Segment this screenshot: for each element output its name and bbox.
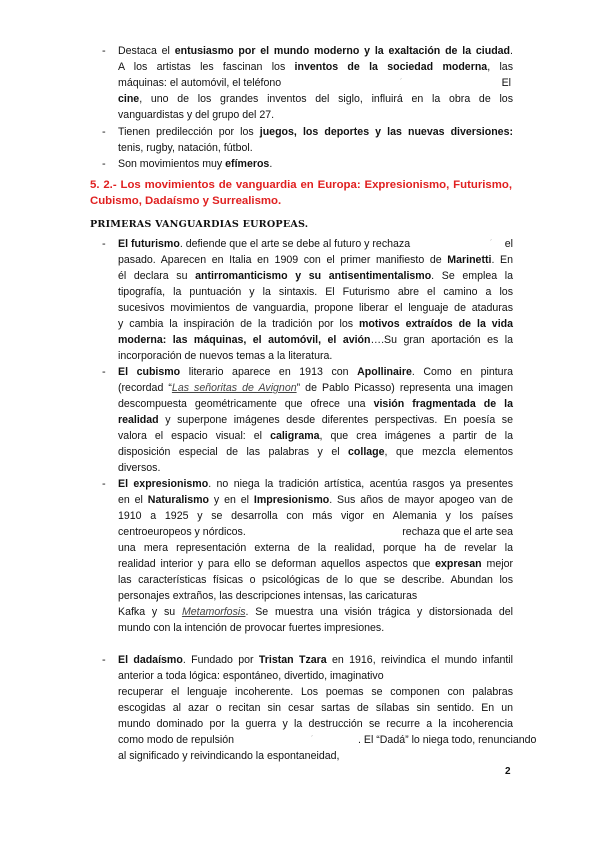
subheading: PRIMERAS VANGUARDIAS EUROPEAS.	[90, 219, 309, 230]
bullet-dash: -	[102, 238, 106, 250]
text-line: (recordad “Las señoritas de Avignon” de Pablo Picasso) representa una imagen	[118, 382, 513, 394]
text-line: una mera representación externa de la realidad, porque ha de revelar la	[118, 542, 513, 554]
text-line: las características físicas o psicológicas de lo que se describe. Abundan los	[118, 574, 513, 586]
paragraph-futurismo	[118, 236, 513, 364]
text-line: realidad y superpone imágenes desde diferentes perspectivas. En poesía se	[118, 414, 513, 426]
text-line: El futurismo. defiende que el arte se debe al futuro y rechaza ´ el	[118, 238, 513, 250]
text-line: centroeuropeos y nórdicos. rechaza que el arte sea	[118, 526, 513, 538]
text-line: él declara su antirromanticismo y su antisentimentalismo. Se emplea la	[118, 270, 513, 282]
text-line: tipografía, la puntuación y la sintaxis. El Futurismo abre el camino a los	[118, 286, 513, 298]
text-line: pasado. Aparecen en Italia en 1909 con el primer manifiesto de Marinetti. En	[118, 254, 513, 266]
text-line: valora el espacio visual: el caligrama, que crea imágenes a partir de la	[118, 430, 513, 442]
bullet-dash: -	[102, 45, 106, 57]
bullet-dash: -	[102, 478, 106, 490]
text-line: sucesivos movimientos de vanguardia, propone liberar el lenguaje de ataduras	[118, 302, 513, 314]
text-line: cine, uno de los grandes inventos del siglo, influirá en la obra de los	[118, 93, 513, 105]
text-line: personajes extraños, las descripciones intensas, las caricaturas	[118, 590, 418, 602]
text-line: en el Naturalismo y en el Impresionismo. Sus años de mayor apogeo van de	[118, 494, 513, 506]
text-line: descompuesta geométricamente que ofrece una visión fragmentada de la	[118, 398, 514, 410]
text-line: como modo de repulsión ´ . El “Dadá” lo niega todo, renunciando	[118, 734, 537, 746]
text-line: vanguardistas y del grupo del 27.	[118, 109, 275, 121]
text-line: tenis, rugby, natación, fútbol.	[118, 142, 253, 154]
text-line: realidad interior y para ello se deforman aquellos aspectos que expresan mejor	[118, 558, 514, 570]
text-line: 1910 a 1925 y se desarrolla con más vigor en Alemania y los países	[118, 510, 513, 522]
text-line: al significado y reivindicando la espontaneidad,	[118, 750, 340, 762]
text-line: El cubismo literario aparece en 1913 con Apollinaire. Como en pintura	[118, 366, 513, 378]
text-line: El dadaísmo. Fundado por Tristan Tzara en 1916, reivindica el mundo infantil	[118, 654, 514, 666]
text-line: moderna: las máquinas, el automóvil, el avión….Su gran aportación es la	[118, 334, 513, 346]
paragraph-expresionismo	[118, 476, 513, 636]
text-line: escogidas al azar o recitan sin cesar sartas de sílabas sin sentido. En un	[118, 702, 513, 714]
text-line: Tienen predilección por los juegos, los deportes y las nuevas diversiones:	[118, 126, 513, 138]
bullet-dash: -	[102, 654, 106, 666]
text-line: diversos.	[118, 462, 161, 474]
text-line: A los artistas les fascinan los inventos de la sociedad moderna, las	[118, 61, 513, 73]
bullet-juegos	[118, 124, 513, 156]
link-senoritas-avignon[interactable]: Las señoritas de Avignon	[171, 382, 297, 394]
bullet-dash: -	[102, 158, 106, 170]
text-line: disposición especial de las palabras y el collage, que mezcla elementos	[118, 446, 513, 458]
text-line: Son movimientos muy efímeros.	[118, 158, 273, 170]
text-line: recuperar el lenguaje incoherente. Los poemas se componen con palabras	[118, 686, 513, 698]
section-heading: 5. 2.- Los movimientos de vanguardia en Europa: Expresionismo, Futurismo, Cubismo, Dadaísmo y Surrealismo.	[90, 179, 512, 207]
text-line: incorporación de nuevos temas a la literatura.	[118, 350, 333, 362]
text-line: mundo con la intención de provocar fuertes impresiones.	[118, 622, 385, 634]
text-line: El expresionismo. no niega la tradición artística, acentúa rasgos ya presentes	[118, 478, 513, 490]
bullet-dash: -	[102, 366, 106, 378]
text-line: Kafka y su Metamorfosis. Se muestra una visión trágica y distorsionada del	[118, 606, 513, 618]
bullet-efimeros	[118, 156, 513, 172]
text-line: máquinas: el automóvil, el teléfono ´ El	[118, 77, 511, 89]
paragraph-cubismo	[118, 364, 513, 476]
paragraph-dadaismo	[118, 652, 537, 764]
text-line: mundo dominado por la guerra y la destrucción se recurre a la incoherencia	[118, 718, 513, 730]
bullet-entusiasmo	[118, 43, 513, 123]
text-line: anterior a toda lógica: espontáneo, divertido, imaginativo	[118, 670, 384, 682]
page-number: 2	[505, 766, 511, 777]
text-line: y cambia la inspiración de la tradición por los motivos extraídos de la vida	[118, 318, 513, 330]
text-line: Destaca el entusiasmo por el mundo moderno y la exaltación de la ciudad.	[118, 45, 513, 57]
link-metamorfosis[interactable]: Metamorfosis	[181, 606, 246, 618]
bullet-dash: -	[102, 126, 106, 138]
